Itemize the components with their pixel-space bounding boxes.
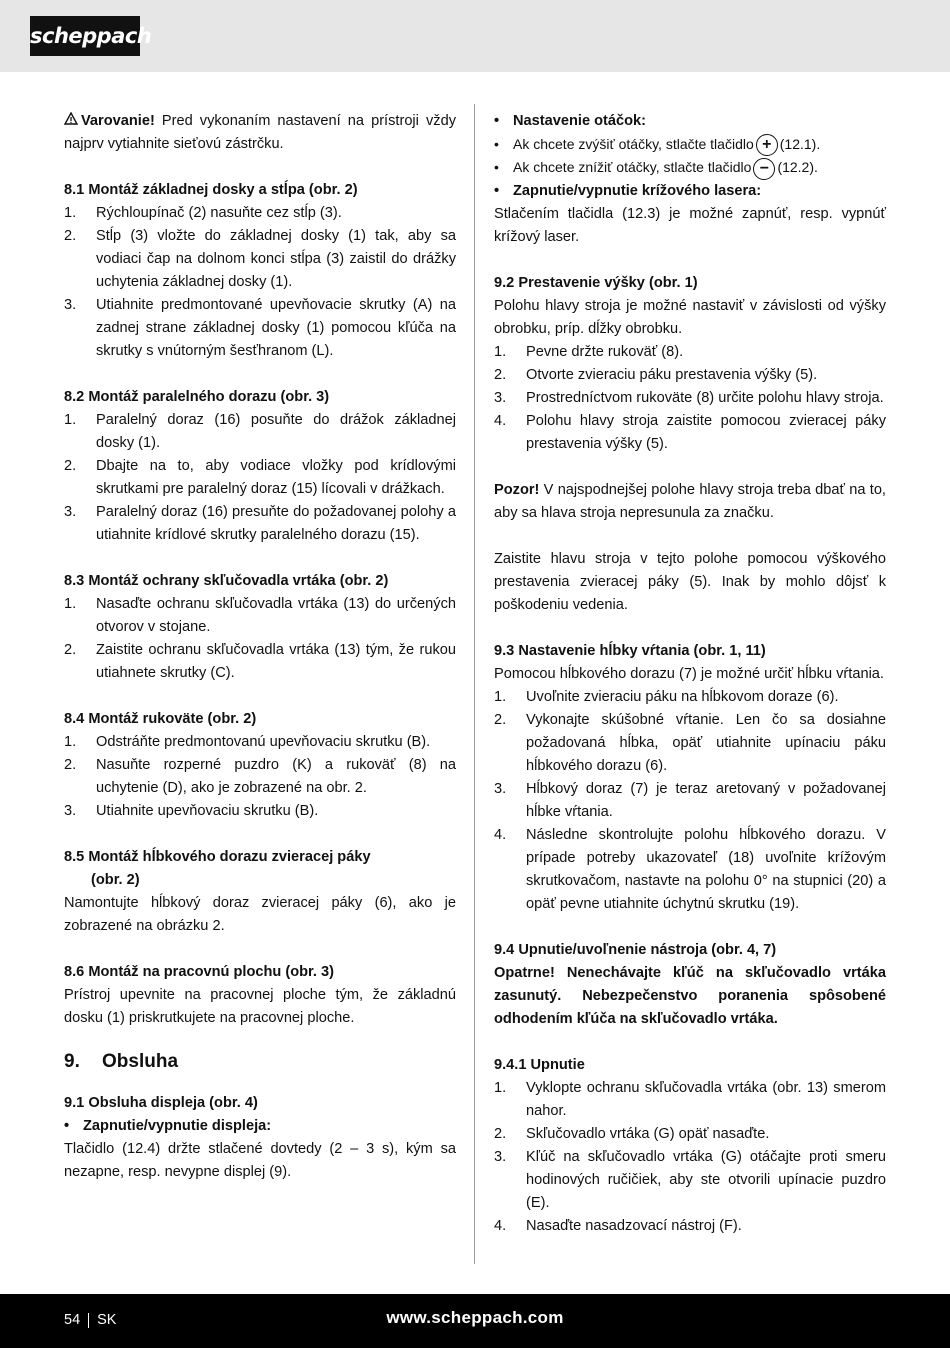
section-8-3-list: [64, 593, 456, 685]
list-item-number: 1.: [494, 1079, 507, 1096]
left-column: [64, 110, 456, 1184]
language-code: SK: [97, 1312, 117, 1328]
minus-button-icon: −: [753, 158, 775, 180]
list-item: [494, 387, 886, 410]
list-item-text: Skľučovadlo vrtáka (G) opäť nasaďte.: [526, 1125, 770, 1142]
section-8-6-text: Prístroj upevnite na pracovnej ploche tým, že základnú dosku (1) priskrutkujete na pracovnej ploche.: [64, 987, 456, 1026]
list-item-text: Dbajte na to, aby vodiace vložky pod krídlovými skrutkami pre paralelný doraz (15) lícovali v drážkach.: [96, 458, 456, 497]
list-item-number: 2.: [64, 458, 77, 474]
list-item-text: Zaistite ochranu skľučovadla vrtáka (13) tým, že rukou utiahnete skrutky (C).: [96, 642, 456, 681]
speed-increase-line: • Ak chcete zvýšiť otáčky, stlačte tlačidlo + (12.1).: [494, 133, 886, 156]
section-8-4-heading: 8.4 Montáž rukoväte (obr. 2): [64, 711, 257, 727]
list-item-text: Nasuňte rozperné puzdro (K) a rukoväť (8) na uchytenie (D), ako je zobrazené na obr. 2.: [96, 757, 456, 796]
speed-increase-ref: (12.1).: [779, 136, 821, 152]
list-item-number: 2.: [494, 366, 507, 383]
chapter-9-heading: [64, 1044, 456, 1078]
list-item: [64, 225, 456, 294]
list-item-text: Pevne držte rukoväť (8).: [526, 343, 684, 360]
warning-triangle-icon: [64, 110, 81, 133]
speed-decrease-line: • Ak chcete znížiť otáčky, stlačte tlačidlo − (12.2).: [494, 156, 886, 179]
laser-text: Stlačením tlačidla (12.3) je možné zapnúť, resp. vypnúť krížový laser.: [494, 205, 886, 245]
list-item: [494, 410, 886, 456]
list-item: [64, 800, 456, 823]
list-item: [64, 639, 456, 685]
list-item-text: Prostredníctvom rukoväte (8) určite polohu hlavy stroja.: [526, 389, 884, 406]
section-8-3-heading: 8.3 Montáž ochrany skľučovadla vrtáka (obr. 2): [64, 573, 389, 589]
speed-increase-text: Ak chcete zvýšiť otáčky, stlačte tlačidlo: [513, 136, 754, 152]
section-8-6-heading: 8.6 Montáž na pracovnú plochu (obr. 3): [64, 964, 335, 980]
list-item-text: Nasaďte ochranu skľučovadla vrtáka (13) do určených otvorov v stojane.: [96, 596, 456, 635]
list-item-text: Rýchloupínač (2) nasuňte cez stĺp (3).: [96, 205, 342, 221]
section-9-3-heading: 9.3 Nastavenie hĺbky vŕtania (obr. 1, 11): [494, 642, 766, 659]
header-band: [0, 0, 950, 72]
warning-paragraph: [64, 110, 456, 156]
list-item-number: 3.: [64, 297, 77, 313]
chapter-9-number: 9.: [64, 1050, 80, 1072]
list-item-number: 3.: [64, 504, 77, 520]
laser-bullet: • Zapnutie/vypnutie krížového lasera:: [494, 180, 886, 203]
list-item: [64, 202, 456, 225]
list-item: [494, 686, 886, 709]
list-item-number: 3.: [494, 1148, 507, 1165]
caution-paragraph: [494, 479, 886, 525]
list-item-text: Paralelný doraz (16) presuňte do požadovanej polohy a utiahnite krídlové skrutky paralelného dorazu (15).: [96, 504, 456, 543]
list-item-number: 2.: [64, 757, 77, 773]
warning-text: Pred vykonaním nastavení na prístroji vždy najprv vytiahnite sieťovú zástrčku.: [64, 113, 456, 152]
right-column: [494, 110, 886, 1238]
list-item-number: 3.: [494, 780, 507, 797]
section-8-1-heading: 8.1 Montáž základnej dosky a stĺpa (obr. 2): [64, 182, 358, 198]
speed-decrease-ref: (12.2).: [777, 159, 818, 176]
list-item: [64, 754, 456, 800]
section-9-3-list: [494, 686, 886, 916]
list-item-number: 3.: [64, 803, 77, 819]
speed-bullet: • Nastavenie otáčok:: [494, 110, 886, 133]
list-item-number: 1.: [64, 734, 77, 750]
list-item: [64, 593, 456, 639]
section-8-5-heading: 8.5 Montáž hĺbkového dorazu zvieracej páky: [64, 849, 371, 865]
list-item: [494, 1146, 886, 1215]
list-item-number: 2.: [64, 642, 77, 658]
section-9-4-1-heading: 9.4.1 Upnutie: [494, 1056, 585, 1073]
plus-button-icon: +: [756, 134, 778, 156]
list-item-text: Polohu hlavy stroja zaistite pomocou zvieracej páky prestavenia výšky (5).: [526, 412, 886, 452]
footer-bar: [0, 1294, 950, 1348]
page-number: 54: [64, 1312, 81, 1328]
section-9-4-1-list: [494, 1077, 886, 1238]
website-link[interactable]: www.scheppach.com: [386, 1308, 564, 1327]
list-item-number: 1.: [64, 412, 77, 428]
list-item-text: Otvorte zvieraciu páku prestavenia výšky (5).: [526, 366, 818, 383]
list-item-text: Následne skontrolujte polohu hĺbkového dorazu. V prípade potreby ukazovateľ (18) uvoľnite krížovým skrutkovačom, nastavte na polohu 0° na stupnici (20) a opäť pevne utiahnite úchytnú skrutku (19).: [526, 826, 886, 912]
display-bullet-label: Zapnutie/vypnutie displeja:: [83, 1118, 272, 1134]
list-item-number: 1.: [64, 596, 77, 612]
section-9-1-heading: 9.1 Obsluha displeja (obr. 4): [64, 1095, 258, 1111]
list-item-number: 4.: [494, 412, 507, 429]
list-item-text: Hĺbkový doraz (7) je teraz aretovaný v požadovanej hĺbke vŕtania.: [526, 780, 886, 820]
section-8-5-text: Namontujte hĺbkový doraz zvieracej páky (6), ako je zobrazené na obrázku 2.: [64, 895, 456, 934]
section-8-2-list: [64, 409, 456, 547]
laser-bullet-label: Zapnutie/vypnutie krížového lasera:: [513, 182, 762, 199]
section-9-2-list: [494, 341, 886, 456]
list-item-text: Utiahnite upevňovaciu skrutku (B).: [96, 803, 319, 819]
section-9-4-warning: Opatrne! Nenechávajte kľúč na skľučovadlo vrtáka zasunutý. Nebezpečenstvo poranenia spôsobené odhodením kľúča na skľučovadlo vrtáka.: [494, 964, 886, 1027]
section-9-2-text: Polohu hlavy stroja je možné nastaviť v závislosti od výšky obrobku, príp. dĺžky obrobku.: [494, 297, 886, 337]
section-9-2-heading: 9.2 Prestavenie výšky (obr. 1): [494, 274, 698, 291]
column-divider: [474, 104, 475, 1264]
list-item-text: Paralelný doraz (16) posuňte do drážok základnej dosky (1).: [96, 412, 456, 451]
list-item-text: Odstráňte predmontovanú upevňovaciu skrutku (B).: [96, 734, 431, 750]
list-item-number: 2.: [494, 711, 507, 728]
list-item-text: Vykonajte skúšobné vŕtanie. Len čo sa dosiahne požadovaná hĺbka, opäť utiahnite upínaciu páku hĺbkového dorazu (6).: [526, 711, 886, 774]
caution-text: V najspodnejšej polohe hlavy stroja treba dbať na to, aby sa hlava stroja nepresunula za značku.: [494, 481, 886, 521]
chapter-9-title: Obsluha: [102, 1050, 179, 1072]
list-item: [494, 824, 886, 916]
list-item-text: Uvoľnite zvieraciu páku na hĺbkovom doraze (6).: [526, 688, 839, 705]
list-item: [64, 409, 456, 455]
list-item-text: Vyklopte ochranu skľučovadla vrtáka (obr. 13) smerom nahor.: [526, 1079, 886, 1119]
speed-bullet-label: Nastavenie otáčok:: [513, 113, 647, 129]
section-8-2-heading: 8.2 Montáž paralelného dorazu (obr. 3): [64, 389, 330, 405]
caution-label: Pozor!: [494, 481, 540, 498]
list-item-number: 2.: [64, 228, 77, 244]
list-item: [494, 341, 886, 364]
list-item-number: 1.: [494, 343, 507, 360]
list-item: [64, 455, 456, 501]
list-item: [64, 501, 456, 547]
scheppach-logo: scheppach: [30, 16, 140, 56]
list-item-text: Utiahnite predmontované upevňovacie skrutky (A) na zadnej strane základnej dosky (1) pomocou kľúča na skrutky s vnútorným šesťhranom (L).: [96, 297, 456, 359]
section-8-4-list: [64, 731, 456, 823]
list-item-text: Stĺp (3) vložte do základnej dosky (1) tak, aby sa vodiaci čap na dolnom konci stĺpa (3) zaistil do drážky uchytenia základnej dosky (1).: [96, 228, 456, 290]
section-9-4-heading: 9.4 Upnutie/uvoľnenie nástroja (obr. 4, 7): [494, 941, 777, 958]
list-item-number: 2.: [494, 1125, 507, 1142]
list-item: [494, 709, 886, 778]
list-item-number: 1.: [64, 205, 77, 221]
section-8-5-heading-cont: (obr. 2): [91, 872, 140, 888]
section-9-1-text: Tlačidlo (12.4) držte stlačené dovtedy (2 – 3 s), kým sa nezapne, resp. nevypne displej (9).: [64, 1141, 456, 1180]
section-9-2-text2: Zaistite hlavu stroja v tejto polohe pomocou výškového prestavenia zvieracej páky (5). Inak by mohlo dôjsť k poškodeniu vedenia.: [494, 550, 886, 613]
list-item-number: 1.: [494, 688, 507, 705]
list-item: [494, 1123, 886, 1146]
list-item-text: Kľúč na skľučovadlo vrtáka (G) otáčajte proti smeru hodinových ručičiek, aby ste otvorili upínacie puzdro (E).: [526, 1148, 886, 1211]
list-item: [64, 731, 456, 754]
list-item: [494, 778, 886, 824]
speed-decrease-text: Ak chcete znížiť otáčky, stlačte tlačidlo: [513, 159, 752, 176]
list-item: [494, 364, 886, 387]
section-9-3-text: Pomocou hĺbkového dorazu (7) je možné určiť hĺbku vŕtania.: [494, 665, 884, 682]
list-item-number: 4.: [494, 826, 507, 843]
display-bullet: • Zapnutie/vypnutie displeja:: [64, 1115, 456, 1138]
list-item: [64, 294, 456, 363]
list-item: [494, 1215, 886, 1238]
section-8-1-list: [64, 202, 456, 363]
list-item: [494, 1077, 886, 1123]
list-item-number: 3.: [494, 389, 507, 406]
list-item-number: 4.: [494, 1217, 507, 1234]
warning-label: Varovanie!: [81, 113, 155, 129]
list-item-text: Nasaďte nasadzovací nástroj (F).: [526, 1217, 742, 1234]
